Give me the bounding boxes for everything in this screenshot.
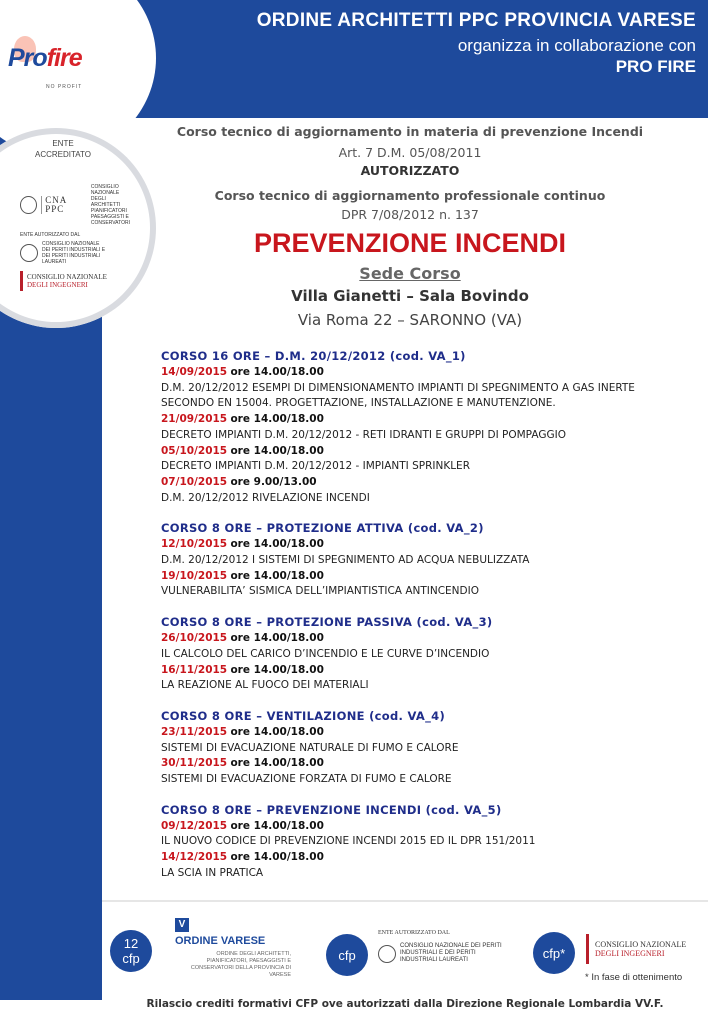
session-date: 05/10/2015	[161, 444, 228, 457]
intro-line-2: Art. 7 D.M. 05/08/2011	[338, 145, 482, 160]
session-description: LA SCIA IN PRATICA	[161, 866, 264, 879]
ente-logos	[20, 184, 130, 297]
session-description: D.M. 20/12/2012 RIVELAZIONE INCENDI	[161, 491, 370, 504]
session-date-row	[161, 819, 681, 835]
intro-line-3: AUTORIZZATO	[360, 163, 460, 178]
session-date-row	[161, 475, 681, 491]
cni-logo: CONSIGLIO NAZIONALE DEGLI INGEGNERI	[586, 934, 686, 964]
cfp-badge-periti: cfp	[326, 934, 368, 976]
session-date: 07/10/2015	[161, 475, 228, 488]
session-date-row	[161, 631, 681, 647]
ordine-varese-name: ORDINE VARESE	[175, 935, 266, 947]
periti-footer-seal-icon	[378, 945, 396, 963]
session-time: ore 14.00/18.00	[230, 725, 324, 738]
session-description: VULNERABILITA’ SISMICA DELL’IMPIANTISTICA ANTINCENDIO	[161, 585, 479, 598]
ente-accreditato-label: ENTE ACCREDITATO	[34, 139, 91, 159]
session-time: ore 14.00/18.00	[230, 413, 324, 426]
session-time: ore 9.00/13.00	[230, 475, 317, 488]
course-block	[161, 614, 681, 694]
intro-line-5: DPR 7/08/2012 n. 137	[341, 207, 479, 222]
course-block	[161, 348, 681, 506]
session-time: ore 14.00/18.00	[230, 444, 324, 457]
footer-divider	[102, 900, 708, 902]
session-date: 26/10/2015	[161, 632, 228, 645]
session-time: ore 14.00/18.00	[230, 632, 324, 645]
session-date-row	[161, 569, 681, 585]
cfp-badge-ingegneri: cfp*	[533, 932, 575, 974]
session-date-row	[161, 444, 681, 460]
session-date-row	[161, 725, 681, 741]
session-date-row	[161, 756, 681, 772]
ordine-varese-subtitle: ORDINE DEGLI ARCHITETTI, PIANIFICATORI, PAESAGGISTI E CONSERVATORI DELLA PROVINCIA DI VARESE	[190, 951, 291, 978]
header-line-3: PRO FIRE	[615, 57, 696, 76]
ingegneri-logo-bar	[20, 271, 23, 291]
session-description: DECRETO IMPIANTI D.M. 20/12/2012 - RETI IDRANTI E GRUPPI DI POMPAGGIO	[161, 428, 566, 441]
course-heading: CORSO 8 ORE – VENTILAZIONE (cod. VA_4)	[161, 708, 445, 723]
header-line-2: organizza in collaborazione con	[457, 36, 696, 55]
session-description: D.M. 20/12/2012 I SISTEMI DI SPEGNIMENTO AD ACQUA NEBULIZZATA	[161, 554, 530, 567]
session-date: 09/12/2015	[161, 819, 228, 832]
session-time: ore 14.00/18.00	[230, 757, 324, 770]
ente-autorizzato-text: ENTE AUTORIZZATO DAL	[20, 232, 81, 238]
footer-cfp-note: Rilascio crediti formativi CFP ove autorizzati dalla Direzione Regionale Lombardia VV.F.	[146, 998, 664, 1010]
cni-logo-bar	[586, 934, 589, 964]
page-title: PREVENZIONE INCENDI	[253, 228, 567, 258]
session-description: SISTEMI DI EVACUAZIONE FORZATA DI FUMO E CALORE	[161, 773, 452, 786]
periti-footer-text: CONSIGLIO NAZIONALE DEI PERITI INDUSTRIALI E DEI PERITI INDUSTRIALI LAUREATI	[400, 943, 502, 963]
course-heading: CORSO 8 ORE – PROTEZIONE ATTIVA (cod. VA_2)	[161, 521, 484, 536]
session-date: 21/09/2015	[161, 413, 228, 426]
session-description: SISTEMI DI EVACUAZIONE NATURALE DI FUMO E CALORE	[161, 741, 459, 754]
header-line-1: ORDINE ARCHITETTI PPC PROVINCIA VARESE	[256, 10, 696, 31]
venue-name: Villa Gianetti – Sala Bovindo	[291, 287, 529, 305]
session-time: ore 14.00/18.00	[230, 851, 324, 864]
cfp-badge-12: 12 cfp	[110, 930, 152, 972]
course-block	[161, 802, 681, 882]
venue-address: Via Roma 22 – SARONNO (VA)	[297, 311, 523, 329]
intro-line-4: Corso tecnico di aggiornamento professionale continuo	[214, 188, 606, 203]
session-date-row	[161, 412, 681, 428]
course-heading: CORSO 8 ORE – PREVENZIONE INCENDI (cod. VA_5)	[161, 802, 502, 817]
footnote: * In fase di ottenimento	[585, 972, 683, 983]
ingegneri-logo: CONSIGLIO NAZIONALE DEGLI INGEGNERI	[27, 273, 107, 289]
session-description: IL CALCOLO DEL CARICO D’INCENDIO E LE CURVE D’INCENDIO	[161, 647, 490, 660]
session-description: LA REAZIONE AL FUOCO DEI MATERIALI	[161, 679, 369, 692]
session-description: D.M. 20/12/2012 ESEMPI DI DIMENSIONAMENTO IMPIANTI DI SPEGNIMENTO A GAS INERTE SECONDO EN 15004. PROGETTAZIONE, INSTALLAZIONE E MANUTENZIONE.	[161, 381, 635, 410]
session-time: ore 14.00/18.00	[230, 569, 324, 582]
course-block	[161, 708, 681, 788]
session-date: 16/11/2015	[161, 663, 228, 676]
session-time: ore 14.00/18.00	[230, 663, 324, 676]
session-date-row	[161, 537, 681, 553]
cna-ppc-logo: CNA PPC	[41, 196, 87, 214]
ordine-varese-logo	[175, 918, 291, 979]
session-date: 14/09/2015	[161, 366, 228, 378]
session-description: DECRETO IMPIANTI D.M. 20/12/2012 - IMPIANTI SPRINKLER	[161, 460, 470, 473]
republic-seal-icon	[20, 196, 37, 214]
session-time: ore 14.00/18.00	[230, 819, 324, 832]
course-heading: CORSO 8 ORE – PROTEZIONE PASSIVA (cod. VA_3)	[161, 615, 493, 630]
session-date: 14/12/2015	[161, 851, 228, 864]
periti-logo	[378, 930, 528, 964]
session-date-row	[161, 365, 681, 381]
session-date: 23/11/2015	[161, 725, 228, 738]
session-date-row	[161, 850, 681, 866]
session-date: 19/10/2015	[161, 569, 228, 582]
session-date: 30/11/2015	[161, 757, 228, 770]
course-heading: CORSO 16 ORE – D.M. 20/12/2012 (cod. VA_1)	[161, 349, 466, 363]
ordine-v-mark: V	[175, 918, 189, 932]
periti-text: CONSIGLIO NAZIONALE DEI PERITI INDUSTRIALI E DEI PERITI INDUSTRIALI LAUREATI	[42, 241, 106, 265]
course-block	[161, 520, 681, 600]
profire-logo: Profire	[8, 44, 82, 72]
session-time: ore 14.00/18.00	[230, 366, 324, 378]
intro-line-1: Corso tecnico di aggiornamento in materia di prevenzione Incendi	[176, 124, 644, 139]
course-program	[161, 348, 681, 896]
session-date-row	[161, 663, 681, 679]
cna-ppc-subtitle: CONSIGLIO NAZIONALE DEGLI ARCHITETTI PIANIFICATORI PAESAGGISTI E CONSERVATORI	[90, 184, 131, 226]
session-description: IL NUOVO CODICE DI PREVENZIONE INCENDI 2015 ED IL DPR 151/2011	[161, 835, 536, 848]
ente-autorizzato-footer: ENTE AUTORIZZATO DAL	[378, 930, 450, 936]
periti-seal-icon	[20, 244, 38, 262]
session-time: ore 14.00/18.00	[230, 538, 324, 551]
sede-label: Sede Corso	[359, 264, 461, 283]
session-date: 12/10/2015	[161, 538, 228, 551]
profire-logo-subtitle: NO PROFIT	[46, 84, 83, 90]
